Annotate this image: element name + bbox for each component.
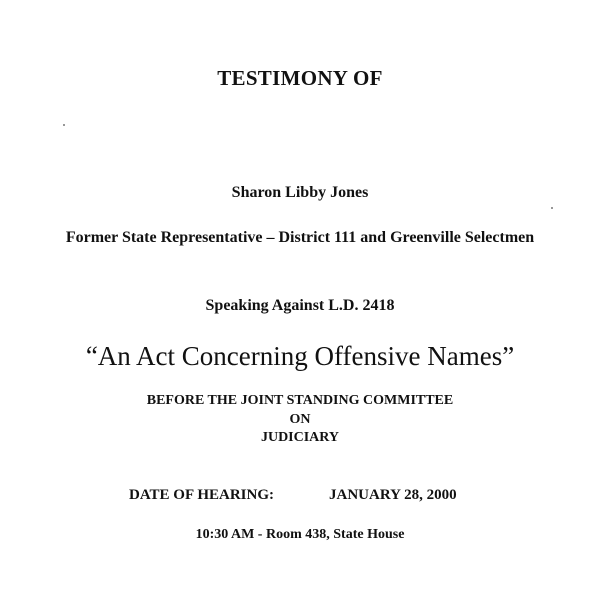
witness-position: Former State Representative – District 111 and Greenville Selectmen: [65, 229, 535, 246]
scan-speck: [63, 124, 65, 126]
committee-on: ON: [289, 412, 311, 427]
scan-speck: [551, 207, 553, 209]
committee-line: BEFORE THE JOINT STANDING COMMITTEE: [146, 393, 454, 408]
act-title: “An Act Concerning Offensive Names”: [85, 341, 515, 371]
committee-name: JUDICIARY: [260, 430, 340, 445]
document-heading: TESTIMONY OF: [217, 66, 383, 90]
witness-name: Sharon Libby Jones: [231, 184, 369, 201]
hearing-time-location: 10:30 AM - Room 438, State House: [195, 527, 405, 542]
speaking-position: Speaking Against L.D. 2418: [205, 297, 395, 314]
hearing-label: DATE OF HEARING:: [129, 487, 275, 503]
hearing-date: JANUARY 28, 2000: [329, 487, 457, 503]
